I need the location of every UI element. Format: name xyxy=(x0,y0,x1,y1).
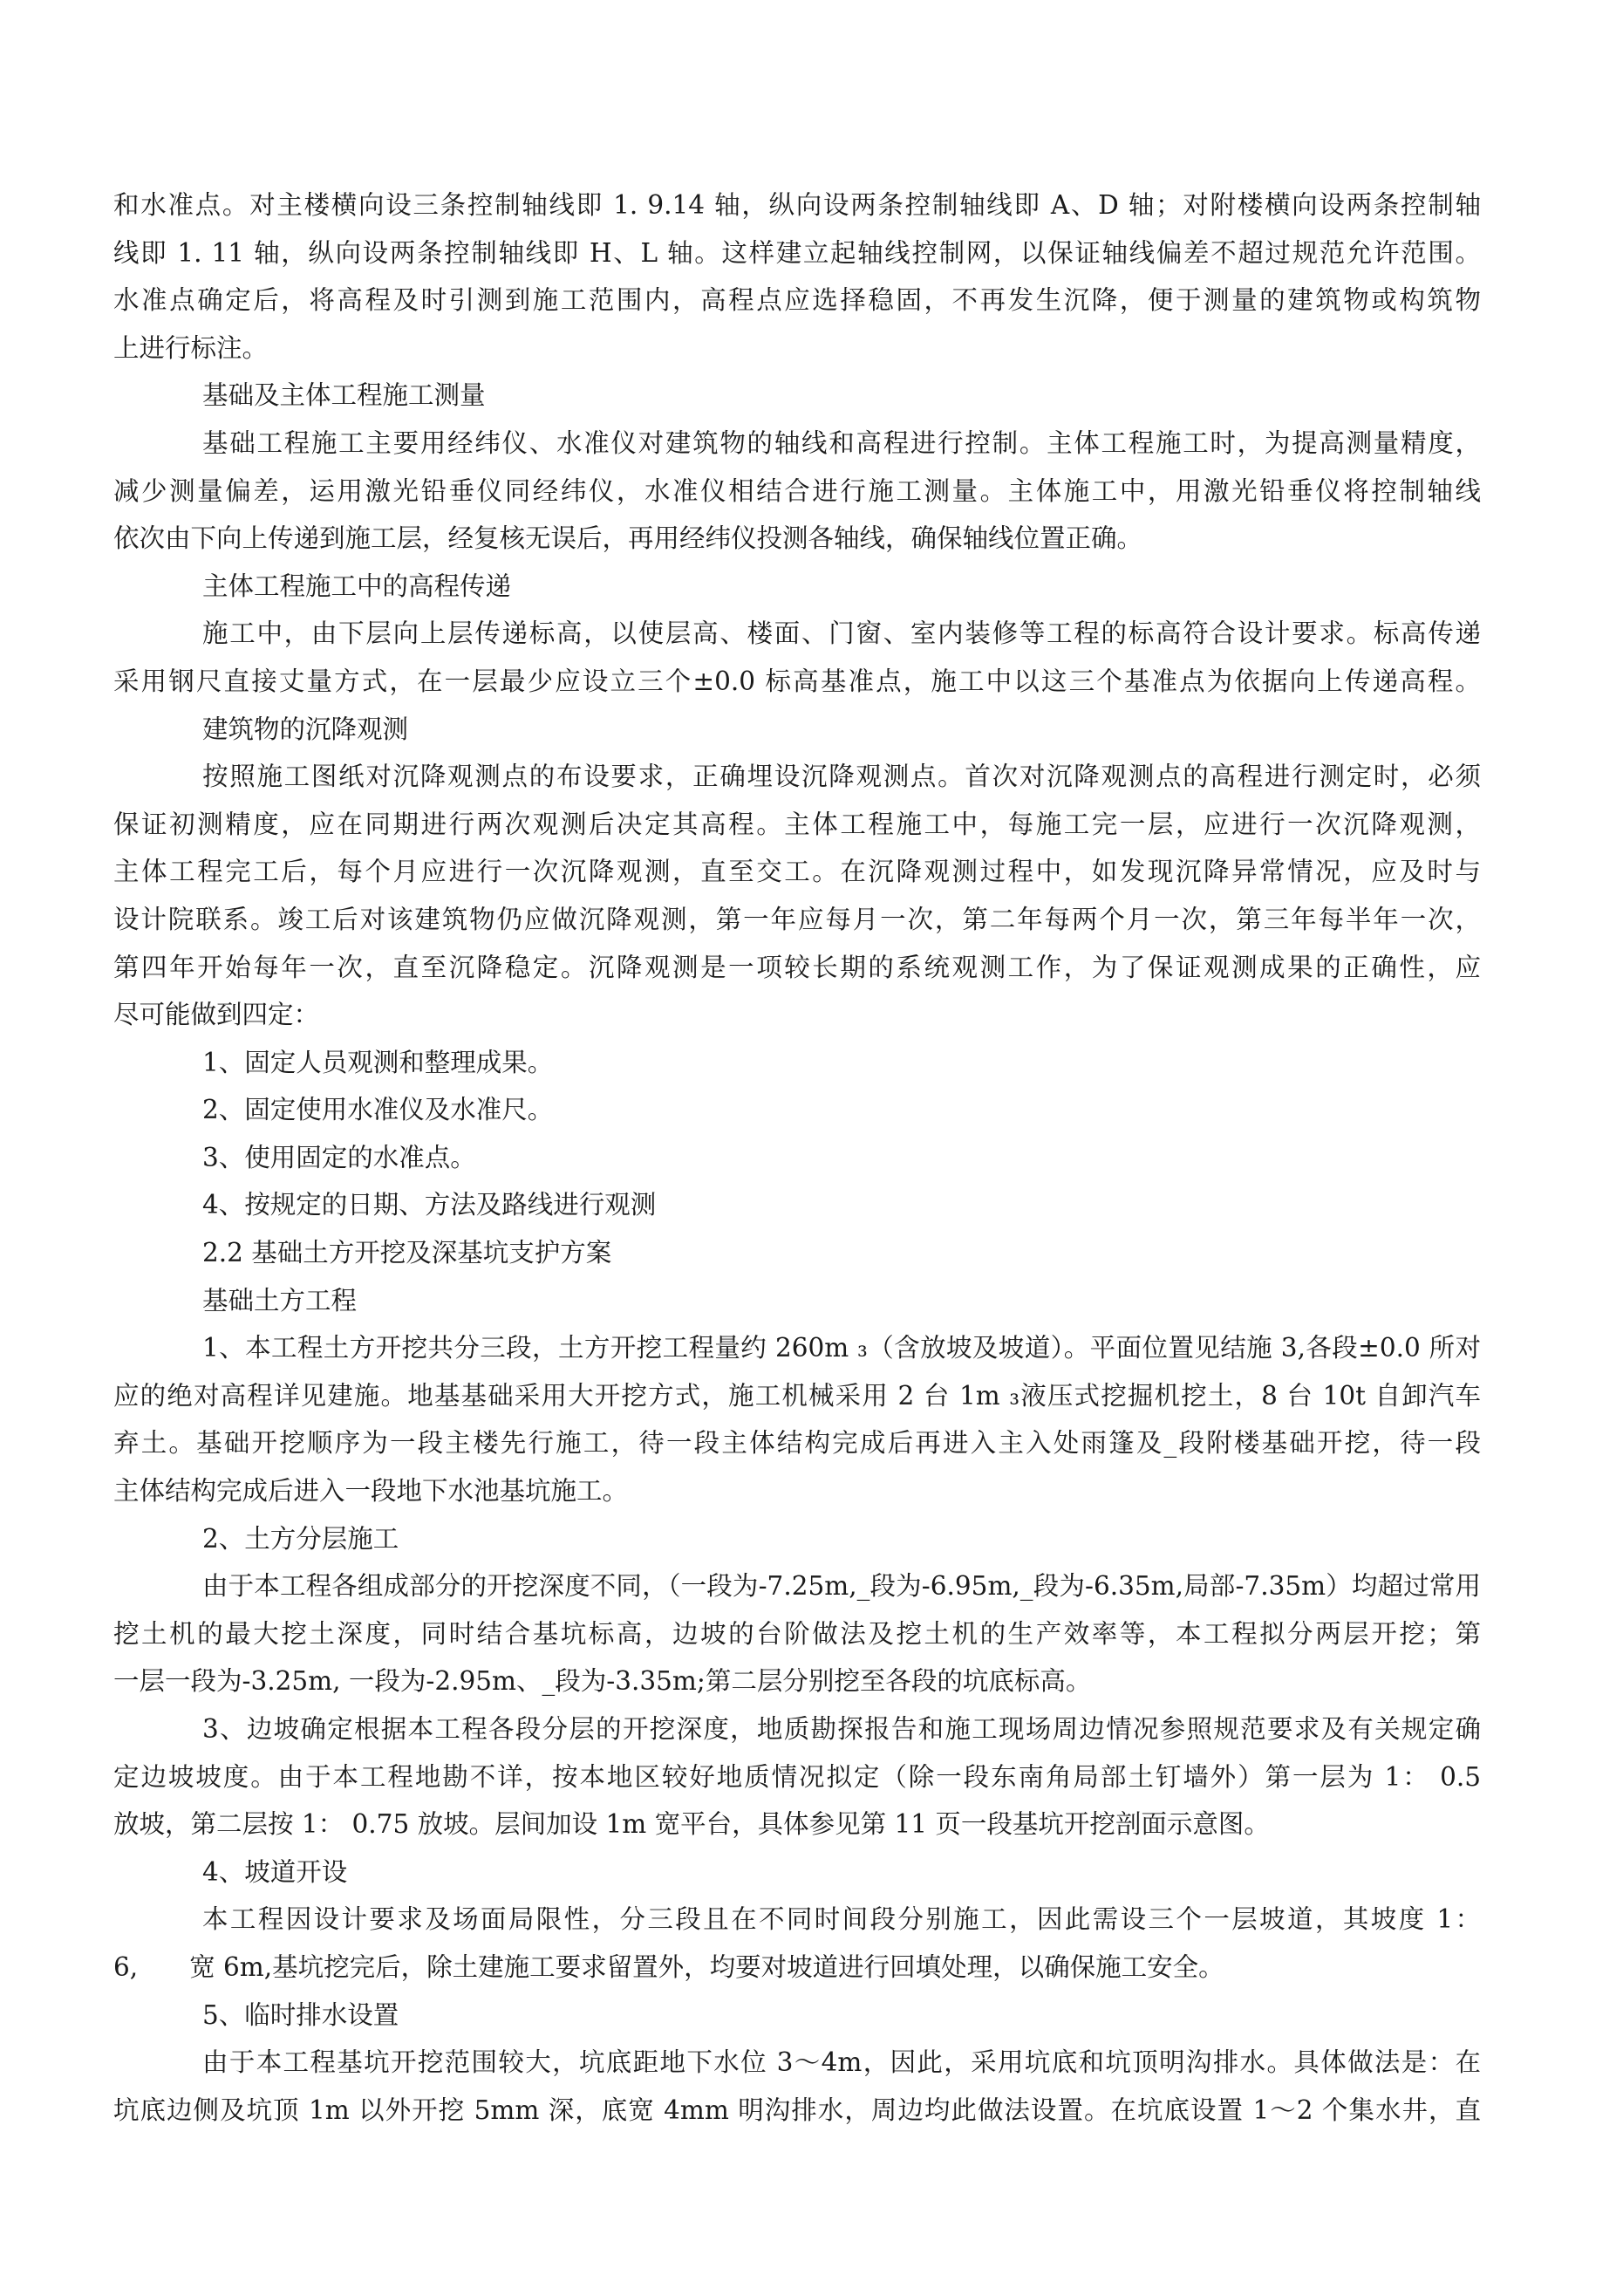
text-line: 主体工程完工后，每个月应进行一次沉降观测，直至交工。在沉降观测过程中，如发现沉降异常情况，应及时与 xyxy=(113,857,1481,887)
text-line: 设计院联系。竣工后对该建筑物仍应做沉降观测，第一年应每月一次，第二年每两个月一次，第三年每半年一次， xyxy=(113,904,1481,934)
text-line: 应的绝对高程详见建施。地基基础采用大开挖方式，施工机械采用 2 台 1m ₃液压式挖掘机挖土，8 台 10t 自卸汽车 xyxy=(113,1380,1481,1411)
text-line: 定边坡坡度。由于本工程地勘不详，按本地区较好地质情况拟定（除一段东南角局部土钉墙外）第一层为 1： 0.5 xyxy=(113,1761,1481,1792)
text-line: 弃土。基础开挖顺序为一段主楼先行施工，待一段主体结构完成后再进入主入处雨篷及_段附楼基础开挖，待一段 xyxy=(113,1428,1481,1459)
text-line: 4、坡道开设 xyxy=(202,1856,348,1887)
text-line: 建筑物的沉降观测 xyxy=(202,714,409,744)
text-line: 上进行标注。 xyxy=(113,332,269,363)
text-line: 2、土方分层施工 xyxy=(202,1523,399,1554)
text-line: 和水准点。对主楼横向设三条控制轴线即 1. 9.14 轴，纵向设两条控制轴线即 A、D 轴；对附楼横向设两条控制轴 xyxy=(113,190,1481,220)
text-line: 2.2 基础土方开挖及深基坑支护方案 xyxy=(202,1238,612,1268)
text-line: 主体结构完成后进入一段地下水池基坑施工。 xyxy=(113,1476,629,1507)
text-line: 基础及主体工程施工测量 xyxy=(202,380,486,411)
text-line: 5、临时排水设置 xyxy=(202,1999,399,2030)
text-line: 一层一段为-3.25m, 一段为-2.95m、_段为-3.35m;第二层分别挖至各段的坑底标高。 xyxy=(113,1666,1092,1697)
text-line: 线即 1. 11 轴，纵向设两条控制轴线即 H、L 轴。这样建立起轴线控制网，以保证轴线偏差不超过规范允许范围。 xyxy=(113,237,1481,268)
text-line: 依次由下向上传递到施工层，经复核无误后，再用经纬仪投测各轴线，确保轴线位置正确。 xyxy=(113,523,1143,554)
text-line: 3、边坡确定根据本工程各段分层的开挖深度，地质勘探报告和施工现场周边情况参照规范要求及有关规定确 xyxy=(202,1714,1481,1744)
text-line: 6, 宽 6m,基坑挖完后，除土建施工要求留置外，均要对坡道进行回填处理，以确保施工安全。 xyxy=(113,1951,1224,1982)
text-line: 减少测量偏差，运用激光铅垂仪同经纬仪，水准仪相结合进行施工测量。主体施工中，用激光铅垂仪将控制轴线 xyxy=(113,475,1481,506)
text-line: 尽可能做到四定： xyxy=(113,1000,320,1030)
text-line: 保证初测精度，应在同期进行两次观测后决定其高程。主体工程施工中，每施工完一层，应进行一次沉降观测， xyxy=(113,809,1481,839)
text-line: 第四年开始每年一次，直至沉降稳定。沉降观测是一项较长期的系统观测工作，为了保证观测成果的正确性，应 xyxy=(113,952,1481,982)
text-line: 1、本工程土方开挖共分三段，土方开挖工程量约 260m ₃（含放坡及坡道）。平面位置见结施 3,各段±0.0 所对 xyxy=(202,1333,1481,1363)
text-line: 4、按规定的日期、方法及路线进行观测 xyxy=(202,1190,657,1220)
text-line: 由于本工程基坑开挖范围较大，坑底距地下水位 3〜4m，因此，采用坑底和坑顶明沟排水。具体做法是：在 xyxy=(202,2047,1481,2078)
text-line: 本工程因设计要求及场面局限性，分三段且在不同时间段分别施工，因此需设三个一层坡道，其坡度 1： xyxy=(202,1904,1481,1935)
text-line: 挖土机的最大挖土深度，同时结合基坑标高，边坡的台阶做法及挖土机的生产效率等，本工程拟分两层开挖；第 xyxy=(113,1618,1481,1649)
text-line: 主体工程施工中的高程传递 xyxy=(202,571,512,601)
text-line: 1、固定人员观测和整理成果。 xyxy=(202,1047,554,1077)
text-line: 水准点确定后，将高程及时引测到施工范围内，高程点应选择稳固，不再发生沉降，便于测量的建筑物或构筑物 xyxy=(113,285,1481,316)
text-line: 基础工程施工主要用经纬仪、水准仪对建筑物的轴线和高程进行控制。主体工程施工时，为提高测量精度， xyxy=(202,427,1481,458)
text-line: 由于本工程各组成部分的开挖深度不同，（一段为-7.25m,_段为-6.95m,_段为-6.35m,局部-7.35m）均超过常用 xyxy=(202,1571,1481,1602)
text-line: 采用钢尺直接丈量方式，在一层最少应设立三个±0.0 标高基准点，施工中以这三个基准点为依据向上传递高程。 xyxy=(113,666,1481,696)
text-line: 施工中，由下层向上层传递标高，以使层高、楼面、门窗、室内装修等工程的标高符合设计要求。标高传递 xyxy=(202,618,1481,649)
text-line: 按照施工图纸对沉降观测点的布设要求，正确埋设沉降观测点。首次对沉降观测点的高程进行测定时，必须 xyxy=(202,762,1481,792)
text-line: 3、使用固定的水准点。 xyxy=(202,1142,476,1172)
text-line: 2、固定使用水准仪及水准尺。 xyxy=(202,1095,554,1125)
document-body xyxy=(113,181,1481,2134)
text-line: 放坡，第二层按 1： 0.75 放坡。层间加设 1m 宽平台，具体参见第 11 页一段基坑开挖剖面示意图。 xyxy=(113,1809,1270,1840)
text-line: 基础土方工程 xyxy=(202,1285,358,1315)
text-line: 坑底边侧及坑顶 1m 以外开挖 5mm 深，底宽 4mm 明沟排水，周边均此做法设置。在坑底设置 1〜2 个集水井，直 xyxy=(113,2094,1481,2125)
